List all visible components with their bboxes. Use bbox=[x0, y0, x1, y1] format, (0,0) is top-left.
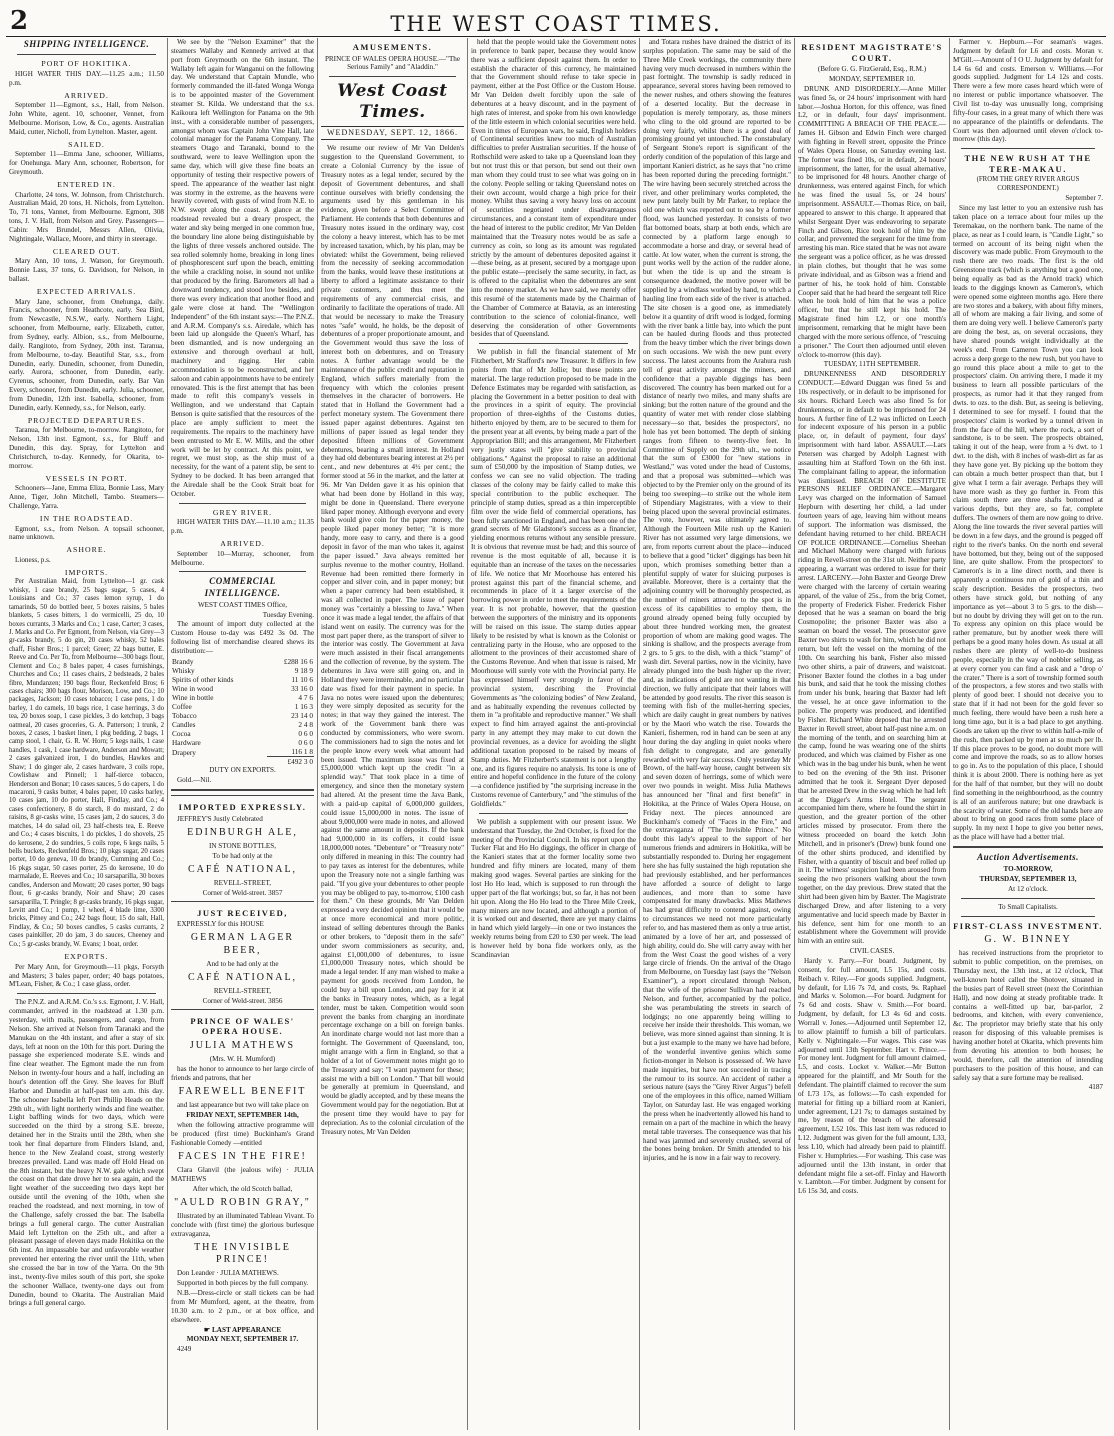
ad1-cafe: CAFÉ NATIONAL, bbox=[187, 863, 298, 875]
duty-item: Wine in bottle bbox=[172, 693, 214, 703]
duty-value: 2 4 8 bbox=[298, 720, 313, 730]
ad3-ballad: "AULD ROBIN GRAY," bbox=[174, 1196, 311, 1208]
entered-text: Charlotte, 24 tons, W. Johnson, from Christchurch. Australian Maid, 20 tons, H. Nichols, from Lyttelton. To, 71 tons, Vannet, from Melbourne. Egmont, 308 tons, J. V. Hall, from Nelson and Grey. Passengers—Cabin: Mrs Brundel, Messrs Allen, Olivia, Nightingale, Wallace, Moore, and thirty in steerage. bbox=[9, 190, 164, 243]
civil-cases-heading: CIVIL CASES. bbox=[849, 947, 895, 956]
column-local-news bbox=[640, 38, 795, 1430]
gold-nil: Gold.—Nil. bbox=[177, 776, 212, 785]
ad1-sub: IN STONE BOTTLES, bbox=[208, 841, 277, 850]
financial-statement-text: We publish in full the financial statement of Mr Fitzherbert, Mr Stafford's new Treasurer. It differs in few points from that of Mr Jollie; but these points are material. The large reduction proposed to be made in the Defence Estimates may be regarded with satisfaction, as placing the Government in a better position to deal with the provinces in a spirit of equity. The provincial proportion of three-eighths of the Customs duties, hitherto enjoyed by them, are to be secured to them for the present year at all events, by being made a part of the Appropriation Bill; and this arrangement, Mr Fitzherbert very justly states will "give stability to provincial obligations." Against the proposal to raise an additional sum of £50,000 by the imposition of Stamp duties, we confess we can see no valid objection. The trading classes of the colony may be fairly called to make this special contribution to the public exchequer. The principle of stamp duties, spread as a thin imperceptible film over the wide field of commercial operations, has been fully sanctioned in England, and has been one of the grand secrets of Mr Gladstone's success as a financier, yielding enormous returns without any sensible pressure. It is obvious that revenue must be had; and this source of revenue is the most equitable of all, because it is equitable than an increase of the taxes on the necessaries of life. We notice that Mr Moorhouse has entered his protest against this part of the financial scheme, and recommends in place of it a larger exercise of the borrowing power in order to meet the requirements of the year. It is not probable, however, that the question between the supporters of the ministry and its opponents will be raised on this issue. The stamp duties appear likely to be resisted by what is known as the Colonist or centralizing party in the House, who are opposed to the allotment to the provinces of their accustomed share of the Customs Revenue. And when that issue is raised, Mr Moorhouse will surely vote with the Provincial party. He has expressed himself very strongly in favor of the provincial system, describing the Provincial Governments as "the colonizing bodies" of New Zealand, and as habitually expending the revenues collected by them in "a profitable and reproductive manner." We shall expect to find him arrayed against the anti-provincial party in any attempt they may make to cut down the provincial revenues, as a device for avoiding the slight additional taxation proposed to be raised by means of Stamp duties. Mr Fitzherbert's statement is not a lengthy one, and its figures require no analysis. Its tone is one of entire and hopeful confidence in the future of the colony—a confidence justified by "the surprising increase in the Customs revenue of Canterbury," and "the stimulus of the Goldfields." bbox=[471, 348, 637, 809]
ad3-play: FACES IN THE FIRE! bbox=[178, 1150, 307, 1162]
imports-heading: IMPORTS. bbox=[64, 567, 109, 577]
court-monday-text: DRUNK AND DISORDERLY.—Anne Miller was fined 5s, or 24 hours' imprisonment with hard labor.—Joshua Horton, for this offence, was fined L2, or in default, four days' imprisonment. COMMITTING A BREACH OF THE PEACE.—James H. Gibson and Edwin Finch were charged with fighting in Revell street, opposite the Prince of Wales Opera House, on Saturday evening last. The former was fined 10s, or in default, 24 hours' imprisonment, the latter, for the usual alternative, to be imprisoned for 48 hours. Another charge of drunkenness, was entered against Finch, for which he was fined the usual 5s, or 24 hours' imprisonment. ASSAULT.—Thomas Rice, on bail, appeared to answer to this charge. It appeared that whilst Sergeant Dyer was endeavoring to separate Finch and Gibson, Rice took hold of him by the collar, and prevented the sergeant for the time from arresting his man. Rice stated that he was not aware the sergeant was a police officer, as he was dressed in plain clothes, but thought that he was some private individual, and as Gibson was a friend and partner of his, he took hold of him. Constable Cooper said that he had heard the sergeant tell Rice when he took hold of him that he was a police officer, but that he still kept his hold. The Magistrate fined him L2, or one month's imprisonment, remarking that he might have been charged with the more serious offence, of "rescuing a prisoner." The Court then adjourned until eleven o'clock to-morrow (this day). bbox=[798, 84, 946, 359]
ad3-mrs: (Mrs. W. H. Mumford) bbox=[209, 1055, 276, 1064]
ad1-text: JEFFREY'S Justly Celebrated bbox=[177, 814, 263, 823]
departures-text: Taranua, for Melbourne, to-morrow. Rangitoto, for Nelson, 13th inst. Egmont, s.s., for Bluff and Dunedin, this day. Spray, for Lyttelton and Christchurch, to-day. Kennedy, for Okarita, to-morrow. bbox=[9, 426, 164, 470]
new-rush-heading: THE NEW RUSH AT THE TERE-MAKAU. bbox=[964, 153, 1092, 174]
ad3-last: LAST APPEARANCE bbox=[212, 1325, 282, 1334]
duty-row bbox=[171, 657, 314, 666]
column-editorial-continued bbox=[468, 38, 640, 1430]
ad3-nb: N.B.—Dress-circle or stall tickets can be had from Mr Mumford, agent, at the theatre, from 10.30 a.m. to 2 p.m., or at box office, and elsewhere. bbox=[171, 1289, 314, 1324]
duty-value: £288 16 6 bbox=[283, 656, 313, 666]
duty-item: Hardware bbox=[172, 738, 201, 748]
column-rush-auctions bbox=[950, 38, 1106, 1430]
ad1-street: REVELL-STREET, bbox=[213, 879, 272, 888]
duty-table bbox=[171, 657, 314, 767]
duty-row bbox=[171, 729, 314, 738]
duty-row bbox=[171, 720, 314, 729]
duty-item: Drapery bbox=[172, 747, 196, 757]
ad3-heading: PRINCE OF WALES' OPERA HOUSE. bbox=[190, 1015, 295, 1037]
duty-value: 9 18 9 bbox=[294, 665, 313, 675]
auction-investment: FIRST-CLASS INVESTMENT. bbox=[953, 920, 1103, 931]
duty-value: 0 6 0 bbox=[298, 738, 313, 748]
duty-value: 1 16 3 bbox=[294, 702, 313, 712]
auction-date: THURSDAY, SEPTEMBER 13, bbox=[979, 874, 1077, 883]
duty-exports: DUTY ON EXPORTS. bbox=[209, 766, 276, 775]
duty-value: 0 6 0 bbox=[298, 729, 313, 739]
amusements-heading: AMUSEMENTS. bbox=[352, 42, 433, 52]
ad3-text5: Illustrated by an illuminated Tableau Vivant. To conclude with (first time) the glorious burlesque extravaganza, bbox=[171, 1212, 314, 1238]
ad3-text3: when the following attractive programme will be produced (first time) Buckinham's Grand Fashionable Comedy —entitled bbox=[171, 1121, 314, 1147]
departures-heading: PROJECTED DEPARTURES. bbox=[27, 415, 146, 425]
new-rush-date: September 7. bbox=[1065, 194, 1103, 203]
local-news-text: We publish a supplement with our present issue. We understand that Tuesday, the 2nd October, is fixed for the meeting of the Provincial Council. In his report upon the Tucker Flat and Ho Ho diggings, the officer in charge of the Kanieri states that at the former locality some two hundred and fifty miners are located, many of them making good wages. Several parties are sinking for the lost Ho Ho lead, which is supposed to run through the upper part of the flat workings; but, so far, it has not been hit upon. Along the Ho Ho lead to the Three Mile Creek, many miners are now located, and although a portion of it is worked out and deserted, there are yet many claims in hand which yield largely—in one or two instances the weekly returns being from £20 to £30 per week. The lead is however held by bona fide workers only, as the Scandinavian bbox=[471, 817, 636, 959]
ad-edinburgh-ale bbox=[171, 795, 314, 898]
ashore-heading: ASHORE. bbox=[66, 545, 107, 555]
commercial-office: WEST COAST TIMES Office, bbox=[197, 600, 288, 609]
duty-value: 33 16 0 bbox=[291, 684, 313, 694]
duty-value: 23 14 0 bbox=[291, 711, 313, 721]
column-court bbox=[795, 38, 950, 1430]
editorial-dateline: WEDNESDAY, SEPT. 12, 1866. bbox=[321, 126, 464, 140]
pointing-hand-icon: ☛ bbox=[203, 1325, 211, 1334]
ashore-text: Lioness, p.s. bbox=[15, 555, 51, 564]
editorial-masthead: West Coast Times. bbox=[337, 81, 448, 123]
exports-text: Per Mary Ann, for Greymouth—11 pkgs, Forsyth and Masters; 3 bales paper, order; 40 bags potatoes, M'Lean, Fisher, & Co.; 1 case glass, order. bbox=[9, 962, 164, 989]
ad3-benefit: FAREWELL BENEFIT bbox=[178, 1085, 307, 1097]
expected-text: Mary Jane, schooner, from Onehunga, daily. Francis, schooner, from Heathcote, early. Sea Bird, from Newcastle, N.S.W., early. Northern Light, schooner, from Melbourne, early. Elizabeth, cutter, from Sydney, early. Albion, s.s., from Melbourne, daily. Rangitoto, from Sydney, 20th inst. Taranua, from Melbourne, to-day. Beautiful Star, s.s., from Dunedin, early. Dunedin, schooner, from Dunedin, early. Aurora, schooner, from Dunedin, early. Cyrenus, schooner, from Dunedin, early. Bar Van Every, schooner, from Dunedin, early. Julia, schooner, from Dunedin, 12th inst. Isabella, schooner, from Dunedin, early. Kennedy, s.s., for Nelson, early. bbox=[9, 297, 164, 412]
duty-row bbox=[171, 666, 314, 675]
ad2-heading: JUST RECEIVED, bbox=[197, 907, 288, 918]
new-rush-text: Since my last letter to you an extensive rush has taken place on a terrace about four miles up the Teremakau, on the northern bank. The name of the place, as near as I could learn, is "Candle Light," so termed on account of its being night when the discovery was made public. From Greymouth to the rush there are two roads. The first is the old Greenstone track (which is anything but a good one, being equally as bad as the Arnold track) which leads to the diggings known as Cameron's, which were opened some eighteen months ago. Here there are two stores and a bakery, with about fifty miners, all of whom are making a fair living, and some of them are doing very well. I believe Cameron's party are doing the best, as, on several occasions, they have shared pounds weight individually at the week's end. From Cameron Town you can look across a deep gorge to the new rush, but you have to go round this place about a mile to get to the prospectors' claim. On arriving there, I made it my business to learn all possible particulars of the prospects, as rumor had it that they ranged from dwts. to ozs. to the dish. But, as seeing is believing, I determined to see for myself. I found that the prospectors' claim is worked by a tunnel driven in from the face of the hill, where the rock, a sort of sandstone, is to be seen. The prospects obtained, taking it out of the heap, were from a ½ dwt. to 1 dwt. to the dish, with 8 inches of wash-dirt as far as they have gone yet. By picking up the bottom they can obtain a much better prospect than that, but I give what I term a fair average. Perhaps they will have more wash as they go further in. From this claim south there are three shafts bottomed at various depths, but they are, so far, complete duffers. The owners of them are now going to drive. Along the line towards the river several parties will be down in a few days, and the ground is pegged off right to the river's banks. On the north end several have bottomed, but they, being out of the supposed line, are quite shallow. From the prospectors' to Cameron's is in a line direct north, and there is apparently a continuous run of gold of a thin and scaly description. Besides the prospectors, two others have struck gold, but nothing of any importance as yet—about 3 to 5 grs. to the dish—but no doubt by driving they will get on to the run. To express any opinion on this place would be rather premature, but by another week there will perhaps be a good many holes down. As usual at all rushes there are plenty of well-to-do business people, especially in the way of nobbler selling, as at every corner you can find a cask and a "drop o' the crater." There is a sort of township formed south of the prospectors, a few stores and two stalls with plenty of good beer. I should not deceive you to state that if it had not been for the gold fever so much feeling, there would have been a rush here a long time ago, but it is a bad place to get anything. Goods are taken up the river to within half-a-mile of the rush, then packed up by men at so much per lb. If this place proves to be good, no doubt more will come and improve the roads, so as to allow horses to go in. As to the population of this place, I should think it is about 2000. There is nothing here as yet for the half of that number, but they will no doubt find something in the neighbourhood, as the country is all of an auriferous nature; but one drawback is the scarcity of water. Some of the old hands here are about to bring on good races from some place of supply. In my next I hope to give you better news, as the place will have had a better trial. bbox=[953, 204, 1103, 842]
duty-row bbox=[171, 711, 314, 720]
duty-value: 116 1 8 bbox=[291, 747, 313, 757]
duty-total: £492 3 0 bbox=[267, 757, 314, 767]
entered-heading: ENTERED IN. bbox=[57, 179, 116, 189]
auction-heading: Auction Advertisements. bbox=[977, 851, 1079, 862]
ad-opera-house bbox=[171, 1009, 314, 1354]
auction-time: At 12 o'clock. bbox=[1008, 884, 1048, 893]
column-shipping bbox=[6, 38, 168, 1430]
commercial-text: The amount of import duty collected at the Custom House to-day was £492 3s 0d. The following list of merchandise cleared shews its distribution:— bbox=[171, 620, 314, 656]
port-heading: PORT OF HOKITIKA. bbox=[41, 59, 132, 69]
ad2-corner: Corner of Weld-street. bbox=[202, 997, 267, 1006]
expected-heading: EXPECTED ARRIVALS. bbox=[36, 286, 137, 296]
cleared-text: Mary Ann, 10 tons, J. Watson, for Greymouth. Bonnie Lass, 37 tons, G. Davidson, for Nelson, in ballast. bbox=[9, 257, 164, 284]
auction-number: 4187 bbox=[1088, 1083, 1103, 1092]
court-before: (Before G. G. FitzGerald, Esq., R.M.) bbox=[817, 65, 927, 74]
grey-arrived-heading: ARRIVED. bbox=[220, 539, 265, 549]
court-tuesday-text: DRUNKENNESS AND DISORDERLY CONDUCT.—Edward Duggan was fined 5s and 10s respectively, or in default to be imprisoned for six hours. Richard Leech was also fined 5s for drunkenness, or in default to be imprisoned for 24 hours. A further fine of L2 was inflicted on Leech for indecent exposure of his person in a public place, or, in default of payment, four days' imprisonment with hard labor. ASSAULT.—Lars Petersen was charged by Adolph Lagnest with assaulting him at Stafford Town on the 6th inst. The complainant failing to appear, the information was dismissed. BREACH OF DESTITUTE PERSONS RELIEF ORDINANCE.—Margaret Levy was charged on the information of Samuel Hepburn with deserting her child, a lad under fourteen years of age, leaving him without means of support. The information was dismissed, the defendant having returned to her child. BREACH OF POLICE ORDINANCE.—Cornelius Sheehan and Michael Mahony were charged with furious riding in Revell-street on the 31st ult. Neither party appearing, a warrant was ordered to issue for their arrest. LARCENY.—John Baxter and George Drew were charged with the larceny of certain wearing apparel, of the value of 25s., from the brig Comet, the property of Frederick Fisher. Frederick Fisher deposed that he was a seaman on board the brig Cosmopolite; the prisoner Baxter was also a seaman on board the vessel. The prosecutor gave Baxter two shirts to wash for him, which he did not return, but left the vessel on the morning of the 10th. On searching his bank, Fisher also missed two other shirts, a pair of drawers, and waistcoat. Prisoner Baxter found the clothes in a bag under his bunk, and said that he took the missing clothes from under his bunk, hearing that Baxter had left the vessel, he at once gave information to the police. The property was produced, and identified by Fisher. Richard White deposed that he arrested Baxter in Revell street, about half-past nine a.m. on the morning of the tenth, and on searching him at the camp, found he was wearing one of the shirts produced, and which was claimed by Fisher as one which was in the bag under his bunk, when he went to bed on the evening of the 9th inst. Prisoner admitted that he took it. Sergeant Dyer deposed that he arrested Drew in the swag which he had left at the Digger's Arms Hotel. The sergeant accompanied him there, where he found the shirt in question, and the greater portion of the other articles missed by prosecutor. From there the witness proceeded on board the ketch John Mitchell, and in prisoner's (Drew) bunk found one of the other shirts produced, and identified by Fisher, with a quantity of biscuit and beef rolled up in it. The witness' suspicion had been aroused from seeing the two prisoners walking about the town together, on the day previous. Drew stated that the shirt had been given him by Baxter. The Magistrate discharged Drew, and after listening to a very argumentative and lucid speech made by Baxter in his defence, sent him for one month to an establishment where the Government will provide him with an entire suit. bbox=[798, 370, 946, 946]
duty-row bbox=[171, 675, 314, 684]
ad1-heading: IMPORTED EXPRESSLY. bbox=[178, 802, 307, 813]
amusements-text: PRINCE OF WALES OPERA HOUSE.—"The Serious Family" and "Aladdin." bbox=[324, 54, 461, 72]
civil-cases-continued-text: Farmer v. Hepburn.—For seaman's wages. Judgment by default for L6 and costs. Moran v. M'Gill.—Amount of I O U. Judgment by default for L4 6s 6d and costs. Emerson v. Williams.—For goods supplied. Judgment for L4 12s and costs. There were a few more cases heard which were of no interest or public importance whatsoever. The Civil list to-day was unusually long, comprising fifty-four cases, in a great many of which there was no appearance of the plaintiffs or defendants. The Court was then adjourned until eleven o'clock to-morrow (this day). bbox=[953, 38, 1103, 144]
court-heading: RESIDENT MAGISTRATE'S COURT. bbox=[801, 42, 943, 63]
duty-row bbox=[171, 693, 314, 702]
in-port-heading: VESSELS IN PORT. bbox=[45, 473, 128, 483]
new-rush-sub: (FROM THE GREY RIVER ARGUS CORRESPONDENT.) bbox=[976, 176, 1080, 192]
duty-item: Candles bbox=[172, 720, 196, 730]
in-port-text: Schooners—Jane, Emma Eliza, Bonnie Lass, Mary Anne, Tiger, John Mitchell, Tambo. Steamers—Challenge, Yarra. bbox=[9, 484, 164, 511]
ad3-text2: and last appearance but two will take place on bbox=[177, 1101, 309, 1110]
local-news-continued-text: and Totara rushes have drained the district of its surplus population. The same may be said of the Three Mile Creek workings, the community there having very much decreased in numbers within the past fortnight. The township is sadly reduced in appearance, several stores having been removed to the newer rushes, and others showing the features of a deserted locality. But the decrease in population is merely temporary, as, those miners who cling to the old ground are reported to be doing very fairly, whilst there is a good deal of promising ground yet untouched. The constabulary of Sergeant Stone's report is significant of the orderly condition of the population of this large and important Kanieri district, as he says that "no crime has been reported during the preceding fortnight." The wire having been securely stretched across the river, and other preliminary works completed, the new punt lately built by Mr Parker, to replace the old one which was reported out to sea by a former flood, was launched yesterday. It consists of two flat bottomed boats, sharp at both ends, which are connected by a platform large enough to accommodate a horse and dray, or several head of cattle. At low water, when the current is strong, the punt works well by the action of the rudder alone, but when the tide is up and the stream is consequence deadened, the motive power will be supplied by a windlass worked by hand, to which a hauling line from each side of the river is attached. The site chosen is a good one, as immediately below it a quantity of drift wood is lodged, forming with the river bank a little bay, into which the punt can be hauled during floods and thus protected from the heavy timber which the river brings down on such occasions. We wish the new punt every success. The latest accounts from the Arahura rush tell of great activity amongst the miners, and confidence that a payable diggings has been discovered. The country has been marked out for a distance of nearly two miles, and many shafts are sinking; but the rotten nature of the ground and the quantity of water met with render close slabbing necessary—so that, besides the prospectors', no hole has yet been bottomed. The depth of sinking ranges from fifteen to twenty-five feet. In Committee of Supply on the 29th ult., we notice that the sum of £3000 for "new stations in Westland," was voted under the head of Customs, and that a proposal was submitted—which was objected to by the Premier only on the ground of its being too sweeping—to strike out the whole item of Stipendiary Magistrates, with a view to their being placed upon the several provincial estimates. The vote, however, was ultimately agreed to. Although the Fourteen Mile rush up the Kanieri River has not assumed very large dimensions, we are, from reports current about the place—induced to believe that a good "ticket" diggings has been hit upon, which promises something better than a plentiful supply of water for sluicing purposes is available. Moreover, there is a certainty that the adjoining country will be thoroughly prospected, as the number of miners attracted to the spot is in excess of its capabilities to employ them, the ground already opened being fully occupied by about three hundred working men, the greatest proportion of whom are making good wages. The sinking is shallow, and the prospects average from 2 grs. to 5 grs. to the dish, with a thick "stamp" of wash dirt. Several parties, now in the vicinity, have already plunged into the bush higher up the river; and, as indications of gold are not wanting in that direction, we fully anticipate that their labors will be attended by good results. The river this season is teeming with fish of the mullet-herring species, which are daily caught in great numbers by natives or by the Maori who watch the rise. Towards the Kanieri, fishermen, rod in hand can be seen at any hour during the day angling in quiet nooks where fish delight to congregate, and are generally rewarded with very fair success. Only yesterday Mr Brown, of the half-way house, caught between six and seven dozen of herrings, some of which were over two pounds in weight. Miss Julia Mathews has announced her "final and first benefit" in Hokitika, at the Prince of Wales Opera House, on Friday next. The pieces announced are Buckinham's comedy of "Faces in the Fire," and the extravaganza of "The Invisible Prince." No doubt this lady's appeal to the support of her numerous friends and admirers in Hokitika, will be substantially responded to. During her engagement here she has fully sustained the high reputation she had previously established, and her performances have afforded a source of delight to large audiences, and more than to some have compensated for many drawbacks. Miss Mathews has had great difficulty to contend against, owing to circumstances we need not more particularly refer to, and has mastered them as only a true artist, animated by a love of her art, and possessed of high ability, could do. She will carry away with her from the West Coast the good wishes of a very large circle of friends. On the arrival of the Otago from Melbourne, on Tuesday last (says the "Nelson Examiner"), a report circulated through Nelson, that the wife of the prisoner Sullivan had reached Nelson, and further, accompanied by the police, she was perambulating the streets in search of lodgings; no one apparently being willing to receive her inside their thresholds. This woman, we believe, was more sinned against than sinning. It is but a just example to the many we have had before, of the wonderful inventive genius which some fiction-monger in Nelson is possessed of. We have made inquiries, but have not succeeded in tracing the rumour to its source. An accident of rather a serious nature (says the "Grey River Argus") befell one of the employees in this office, named William Taylor, on Saturday last. He was engaged working the press when he inadvertently allowed his hand to remain on a part of the machine in which the heavy metal table traverses. The consequence was that his hand was jammed and severely crushed, several of the bones being broken. Dr Smith attended to his injuries, and he is now in a fair way to recovery. bbox=[643, 38, 791, 1163]
ad3-name: JULIA MATHEWS bbox=[189, 1040, 296, 1051]
duty-item: Brandy bbox=[172, 656, 194, 666]
duty-value: 11 10 6 bbox=[291, 675, 313, 684]
high-water: HIGH WATER THIS DAY.—11.25 a.m.; 11.50 p.m. bbox=[9, 69, 164, 87]
ad-lager-beer bbox=[171, 901, 314, 1006]
ad3-date: FRIDAY NEXT, SEPTEMBER 14th, bbox=[186, 1111, 299, 1120]
duty-item: Spirits of other kinds bbox=[172, 675, 234, 684]
ad1-big: EDINBURGH ALE, bbox=[187, 826, 298, 838]
auction-to: To Small Capitalists. bbox=[998, 902, 1058, 911]
commercial-date: Tuesday Evening. bbox=[262, 610, 314, 619]
ad2-cafe: CAFÉ NATIONAL, bbox=[187, 971, 298, 983]
ad2-number: 3856 bbox=[268, 997, 283, 1006]
page-number: 2 bbox=[10, 6, 29, 36]
duty-item: Wine in wood bbox=[172, 684, 214, 694]
duty-row bbox=[171, 747, 314, 757]
shipping-heading: SHIPPING INTELLIGENCE. bbox=[23, 39, 150, 49]
imports-text: Per Australian Maid, from Lyttelton—1 gr. cask whisky, 1 case brandy, 25 bags sugar, 5 cases, 4 Louisians and Co.; 37 cases lemon syrup, 1 do tamarinds, 50 do bottled beer, 5 boxes raisins, 5 bales blankets, 5 cases bitters, 1 do vermicelli, 25 do, 10 boxes currants, 3 Marks and Co.; 1 case, Carter; 3 cases, J. Marks and Co. Per Egmont, from Nelson, via Grey—3 gr-casks brandy, 5 do gin, 20 cases whisky, 52 bales chaff, Fisher Bros.; 1 parcel; Greer; 22 bags butter, E. Reeve and Co. Per To, from Melbourne—300 bags flour, Clement and Co.; 8 bales paper, 4 cases furnishings, Churches and Co.; 11 cases chairs, 2 bedsteads, 2 bales fibre, Mundanzen; 190 bags flour, Reckenfeld Bros; 6 cases chairs; 300 bags flour, Morison, Low, and Co.; 10 packages, Jackson; 10 cases tobacco; 1 case pens, 1 do barley, 1 do camels, 10 bags rice, 1 case herrings, 3 do tea, 20 boxes soap, 1 case pickles, 3 do ketchup, 3 bags oatmeal, 20 cases groceries, G. A. Patterson; 1 trunk, 2 boxes, 2 cases, 1 basket linen, 1 pkg bedding, 2 bags, 1 camp stool, 1 chair, G. R. W. Horn; 5 kegs nails, 1 case handles, 1 cask, 1 case hardware, Anderson and Mowatt; 2 cases galvanized iron, 1 do bundles, Hawkes and Shaw; 1 do ginger ale, 2 cases hardware, 3 coils rope, Cowlishaw and Pinnell; 1 half-tierce tobacco, Henderson and Bonar; 10 cases sauces, 5 do capers, 1 do macaroni, 9 casks butter, 4 bales paper, 10 casks barley, 10 cases jam, 10 do porter, Hall, Findlay, and Co.; 4 cases confectionery, 8 do starch, 8 do mustard, 2 do raisins, 8 gr-casks wine, 15 cases jam, 2 do sauces, 3 do matches, 14 do salad oil, 23 half-chests tea, E. Reeve and Co.; 4 cases biscuits, 1 do pickles, 1 do shovels, 25 do kerosene, 2 do sundries, 5 coils rope, 6 kegs nails, 5 bells buckets, Reckenfeld Bros.; 10 pkgs sugar, 20 cases porter, 10 do geneva, 10 do brandy, Cumming and Co.; 16 pkgs sugar, 50 cases porter, 25 do kerosene, 10 do marmalade, E. Reeves and Co.; 10 sarsaparilla, 30 boxes candles, Anderson and Mowatt; 20 cases porter, 90 bags flour, 6 gr-casks brandy, Noir and Shaw; 20 cases sarsaparilla, T. Pringle; 8 gr-casks brandy, 16 pkgs sugar, Levitt and Co.; 1 pump, 1 wheel, 4 blade lime, 3300 bricks, Pitney and Co.; 242 bags flour, 15 do salt, Hall, Findlay, & Co.; 50 boxes candles, 5 casks currants, 2 cases painkiller, 20 do jam, 3 do sauces, Cheeney and Co.; 5 gr-casks brandy, W. Evans; 1 boat, order. bbox=[9, 578, 164, 948]
ad1-corner: Corner of Weld-street. bbox=[202, 888, 267, 897]
grey-high-water: HIGH WATER THIS DAY.—11.10 a.m.; 11.35 p.m. bbox=[171, 518, 314, 536]
duty-item: Cocoa bbox=[172, 729, 191, 739]
newspaper-title: THE WEST COAST TIMES. bbox=[390, 12, 722, 36]
roadstead-text: Egmont, s.s., from Nelson. A topsail schooner, name unknown. bbox=[9, 524, 164, 542]
duty-row bbox=[171, 702, 314, 711]
column-editorial bbox=[318, 38, 468, 1430]
ad3-monday: MONDAY NEXT, SEPTEMBER 17. bbox=[186, 1335, 299, 1344]
ad3-text6: Supported in both pieces by the full company. bbox=[177, 1279, 309, 1288]
duty-item: Whisky bbox=[172, 665, 195, 675]
commercial-heading: COMMERCIAL INTELLIGENCE. bbox=[204, 576, 281, 598]
ad3-cast2: Don Leander · JULIA MATHEWS. bbox=[177, 1269, 279, 1278]
auction-when: TO-MORROW, bbox=[1003, 865, 1053, 874]
duty-value: 4 7 6 bbox=[298, 693, 313, 703]
ad3-burlesque: THE INVISIBLE PRINCE! bbox=[194, 1241, 291, 1265]
arrived-heading: ARRIVED. bbox=[64, 90, 109, 100]
exports-heading: EXPORTS. bbox=[64, 952, 109, 962]
ad3-number: 4249 bbox=[177, 1345, 192, 1354]
ad1-number: 3857 bbox=[268, 888, 283, 897]
column-commercial bbox=[168, 38, 318, 1430]
duty-row bbox=[171, 738, 314, 747]
arrived-text: September 11—Egmont, s.s., Hall, from Nelson. John White, agent. 10, schooner, Vennet, from Melbourne. Morison, Low, & Co., agents. Australian Maid, cutter, Nicholl, from Lyttelton. Master, agent. bbox=[9, 101, 164, 136]
editorial-text: We resume our review of Mr Van Delden's suggestion to the Queensland Government, to create a Colonial Currency by the issue of Treasury notes as a legal tender, secured by the deposit of Government debentures, and shall continue ourselves with briefly condensing the arguments used by this gentleman in his evidence, given before a Select Committee of Parliament. He contends that both debentures and Treasury notes issued in the ordinary way, cost the colony a heavy interest, which has to be met by increased taxation, which, by his plan, may be obviated: whilst the Government, being relieved from the necessity of seeking accommodation from the banks, would leave these institutions at liberty to afford a legitimate assistance to their private customers, and thus meet the requirements of any commercial crisis, and ordinarily to facilitate the operations of trade. All that would be necessary to make the Treasury notes "safe" would, he holds, be the deposit of debentures of a proper proportionate amount, and the Government would thus save the loss of interest both on debentures, and on Treasury notes. A further advantage would be the maintenance of the public credit and reputation in England, which suffers materially from the frequency with which the colonies present themselves in the character of borrowers. He stated that in Holland the Government had a perfect monetary system. The Government there issued paper against debentures. Against ten millions of paper issued as legal tender they deposited fifteen millions of Government debentures, bearing a small interest. In Holland they had old debentures bearing interest at 2½ per cent., and new debentures at 4½ per cent.; the former stood at 56 in the market, and the latter at 96. Mr Van Delden gave it as his opinion that what had been done by Holland in this way, might be done in Queensland. There everyone liked paper money. Although everyone and every bank would give coin for the paper money, the people liked paper money better; "it is more handy, more easy to carry, and there is a good deposit in favor of the man who takes it, against the paper issued." Java always remitted her surplus revenue to the mother country, Holland. Revenue had been remitted there formerly in copper and silver coin, and in paper money; but when a paper currency had been established, it was all collected in paper. The issue of paper money was "certainly a blessing to Java." When once it was made a legal tender, the affairs of that island went on easily. The currency was for the most part paper there, as the transport of silver to the interior was costly. The Government at Java were much assisted in their fiscal arrangements and the collection of revenue, by the system. The debentures in Java were still going on, and in Holland they were interminable, and no particular date was fixed for their payment in specie. In Java no notes were issued upon the debentures; they were simply deposited as security for the notes; in that way they gained the interest. The work of the Government bank there was conducted by commissioners, who were sworn. The commissioners had to sign the notes and let the people know every week what amount had been issued. The maximum issue was fixed at £5,000,000 which kept up the credit "in a splendid way." That took place in a time of emergency, and since then the monetary system had altered. At the present time the Java Bank, with a paid-up capital of 6,000,000 guilders, could issue 15,000,000 in notes. The issue of about 9,000,000 were made in notes, and allowed against the same amount in deposits. If the bank had 9,000,000 in its coffers, it could issue 18,000,000 notes. "Debenture" or "Treasury note" only differed in meaning in this: The country had to pay taxes as interest for the debentures, while upon the Treasury note not a single farthing was paid. "If you give your debentures to other people you may be obliged to pay, to-morrow, £100 cash for them." On these grounds, Mr Van Delden expressed a very decided opinion that it would be at once more economical and more politic, instead of selling debentures through the Banks or other brokers, to "deposit them in the safe" under sworn commissioners as security, and, against £1,000,000 of debentures, to issue £1,000,000 Treasury notes, which should be made a legal tender. If any man wished to make a payment for goods received from London, he could buy a bill upon London, and pay for it at the banks in Treasury notes, which, as a legal tender, must be taken. Competition would soon prevent the banks from charging an inordinate percentage exchange on a bill on foreign banks. An inordinate charge would not last more than a fortnight. The Government of Queensland, too, might arrange with a firm in England, so that a holder of a lot of Government notes might go to the Treasury and say; "I want payment for these; assist me with a bill on London." That bill would be generally at premium in Queensland, and would be gladly accepted, and by these means the Government would pay for the negotiation. But at the present time they would have to pay for depreciation. As to the colonial circulation of the Treasury notes, Mr Van Delden bbox=[321, 144, 464, 1136]
grey-river-heading: GREY RIVER. bbox=[212, 507, 273, 517]
cleared-heading: CLEARED OUT. bbox=[52, 246, 121, 256]
masthead bbox=[6, 6, 1106, 37]
auction-name: G. W. BINNEY bbox=[984, 934, 1072, 946]
ad3-text4: After which, the old Scotch ballad, bbox=[192, 1184, 293, 1193]
sailed-heading: SAILED. bbox=[68, 139, 105, 149]
ad3-cast1: Clara Glanvil (the jealous wife) · JULIA MATHEWS bbox=[171, 1166, 314, 1183]
civil-cases-text: Hardy v. Parry.—For board. Judgment, by consent, for full amount, L5 15s, and costs. Reibach v. Riley.—For goods supplied. Judgment, by default, for L16 7s 7d, and costs, 9s. Raphael and Marks v. Solomon.—For board. Judgment for 7s 6d and costs. Shaw v. Smith.—For board. Judgment, by default, for L3 4s 6d and costs. Worrall v. Jones.—Adjourned until September 12, to allow plaintiff to furnish a bill of particulars. Kelly v. Nightingale.—For wages. This case was adjourned until 13th September. Hart v. Prince.—For money lent. Judgment for full amount claimed, L5, and costs. Locket v. Walker.—Mr Button appeared for the plaintiff, and Mr South for the defendant. The plaintiff claimed to recover the sum of L73 17s, as follows:—To cash expended for material for fitting up a billiard room at Kanieri, under agreement, L21 7s; to damages sustained by me, by reason of the breach of the aforesaid agreement, L52 10s. This last item was reduced to L12. Judgment was given for the full amount, L33, less L10, which had already been paid to plaintiff. Fisher v. Humphries.—For washing. This case was adjourned until the 13th instant, in order that defendant might file a set-off. Finlay and Haworth v. Lambton.—For timber. Judgment by consent for L6 15s 3d, and costs. bbox=[798, 957, 946, 1196]
duty-item: Coffee bbox=[172, 702, 192, 712]
ad1-had: To be had only at the bbox=[212, 851, 273, 860]
shipping-notes-text: We see by the "Nelson Examiner" that the steamers Wallaby and Kennedy arrived at that port from Greymouth on the 6th instant. The Wallaby left again for Wanganui on the following day. We understand that Captain Mundle, who formerly commanded the ill-fated Wonga Wonga is to be appointed master of the Government steamer St. Kilda. We understand that the s.s. Kaikoura left Wellington for Panama on the 9th inst., with a considerable number of passengers, amongst whom was Captain John Vine Hall, late colonial manager for the Panama Company. The steamers Otago and Taranaki, bound to the southward, were to leave Wellington upon the same day, which will give these fine boats an opportunity of testing their respective powers of speed. The appearance of the weather last night was stormy in the extreme, as the heavens were heavily covered, with gusts of wind from N.E. to N.W. swept along the coast. A glance at the roadstead revealed but a dreary prospect, the water and sky being merged in one common hue, the boundary line alone being distinguishable by the lights of three vessels anchored outside. The sea rolled solemnly home, breaking in long lines of phosphorescent surf upon the beach, emitting the while a crackling noise, in sound not unlike that produced by the firing. Barometers all had a downward tendency, and stood low besides, and there was every indication that another flood and gale were close at hand. The "Wellington Independent" of the 6th instant says:—The P.N.Z. and A.R.M. Company's s.s. Airedale, which has been laid up alongside the Queen's Wharf, has been dismantled, and is now undergoing an extensive and thorough overhaul at hull, machinery and rigging. Her cabin accommodation is to be reconstructed, and her saloon and cabin appointments have to be entirely renovated. This is the first attempt that has been made to refit this company's vessels in Wellington, and we understand that Captain Benson is quite satisfied that the resources of the place are amply sufficient to meet the requirements. The repairs to the machinery have been entrusted to Mr E. W. Mills, and the other work will be let by contract. At this point, we regret, we must stop, as the ship must of a necessity, for the want of a patent slip, be sent to Sydney to be docked. It has been arranged that the Airedale shall be the Cook Strait boat for October. bbox=[171, 38, 314, 498]
roadstead-heading: IN THE ROADSTEAD. bbox=[39, 513, 134, 523]
duty-row bbox=[171, 684, 314, 693]
ad2-street: REVELL-STREET, bbox=[213, 987, 272, 996]
auction-text: has received instructions from the proprietor to submit to public competition, on the premises, on Thursday next, the 13th inst., at 12 o'clock, That well-known hotel called the Shotover, situated in the busies part of Revell street (next the Corinthian Hall), and now doing at steady profitable trade. It contains a well-fitted up bar, bar-parlor, 2 bedrooms, and kitchen, with every convenience, &c. The proprietor may briefly state that his only reason for disposing of this valuable premises is having another hotel at Okarita, which prevents him from devoting his attention to both houses; he would, therefore, call the attention of intending purchasers to the position of this house, and can safely say that a sure fortune may be realised. bbox=[953, 949, 1103, 1082]
ad3-text1: has the honor to announce to her large circle of friends and patrons, that her bbox=[171, 1065, 314, 1083]
court-date: MONDAY, SEPTEMBER 10. bbox=[828, 74, 916, 83]
shipping-news-text: The P.N.Z. and A.R.M. Co.'s s.s. Egmont, J. V. Hall, commander, arrived in the roadstead at 1.30 p.m. yesterday, with mails, passengers, and cargo, from Nelson. She arrived at Nelson from Taranaki and the Manukau on the 4th instant, and after a stay of six days, left at noon on the 10th for this port. During the passage she experienced moderate S.E. winds and fine clear weather. The Egmont made the run from Nelson in twenty-four hours and a half, including an hour's detention off the Grey. She leaves for Bluff Harbor and Dunedin at half-past ten a.m. this day. The schooner Isabella left Port Phillip Heads on the 29th ult., with light northerly winds and fine weather. Light baffling winds for two days, which were succeeded on the third by a strong S.E. breeze, detained her in the Straits until the 28th, when she took her final departure from Flinders Island, and, hence to the New Zealand coast, strong westerly breezes prevailed. Land was made off Hold Head on the 8th instant, but the heavy N.W. gale which swept the coast on that date drove her to sea again, and the light weather of the succeeding two days kept her outside until the evening of the 10th, when she reached the roadstead, and next morning, in tow of the Challenge, safely crossed the bar. The Isabella brings a full general cargo. The cutter Australian Maid left Lyttelton on the 25th ult., and after a pleasant passage of eleven days made Hokitika on the 6th inst. An impassable bar and unfavorable weather prevented her entering the river until the 11th, when she crossed the bar in tow of the Yarra. On the 9th inst., twenty-five miles south of this port, she spoke the schooner Wallace, twenty-one days out from Dunedin, bound to Okarita. The Australian Maid brings a full general cargo. bbox=[9, 998, 165, 1308]
editorial-continued-text: held that the people would take the Government notes in preference to bank paper, because they would know there was a sufficient deposit against them. In order to establish the character of this currency, he maintained that the Government should refuse to take specie in payment, either at the Post Office or the Custom House. Mr Van Delden dwelt forcibly upon the sale of debentures at a heavy discount, and in the payment of high rates of interest, and spoke from his own knowledge of the little esteem in which colonial securities were held. Even in times of European wars, he said, English holders of Continental securities knew too much of Australian difficulties to prefer Australian securities. If the house of Rothschild were asked to take up a Queensland loan they but not trust this or that person, but send out their own man whom they could trust to see what was going on in the colony. People selling or taking Queensland notes on their own account, would charge a high price for their money. Whilst thus saving a very heavy loss on account of securities negotiated under disadvantageous circumstances, and a constant item of expenditure under the head of interest to the public creditor, Mr Van Delden maintained that the Treasury notes would be as safe a currency as coin, so long as its amount was regulated strictly by the amount of debentures deposited against it—these being, as at present, secured by a mortgage upon the public estate—precisely the same security, in fact, as is offered to the capitalist when the debentures are sent into the money market. As we have said, we merely offer this resumé of the statements made by the Chairman of the Chamber of Commerce at Batavia, as an interesting contribution to the science of colonial-finance, well deserving the consideration of other Governments besides that of Queensland. bbox=[471, 38, 636, 339]
grey-arrived-text: September 10—Murray, schooner, from Melbourne. bbox=[171, 549, 314, 567]
ad2-big: GERMAN LAGER BEER, bbox=[190, 932, 295, 956]
duty-item: Tobacco bbox=[172, 711, 197, 721]
court-date-2: TUESDAY, 11TH SEPTEMBER. bbox=[823, 360, 921, 369]
ad2-had: And to be had only at the bbox=[206, 959, 279, 968]
ad2-text: EXPRESSLY for this HOUSE bbox=[177, 920, 264, 929]
sailed-text: September 11—Emma Jane, schooner, Williams, for Onehunga. Mary Ann, schooner, Robertson, for Greymouth. bbox=[9, 150, 164, 176]
column-container bbox=[6, 38, 1106, 1430]
